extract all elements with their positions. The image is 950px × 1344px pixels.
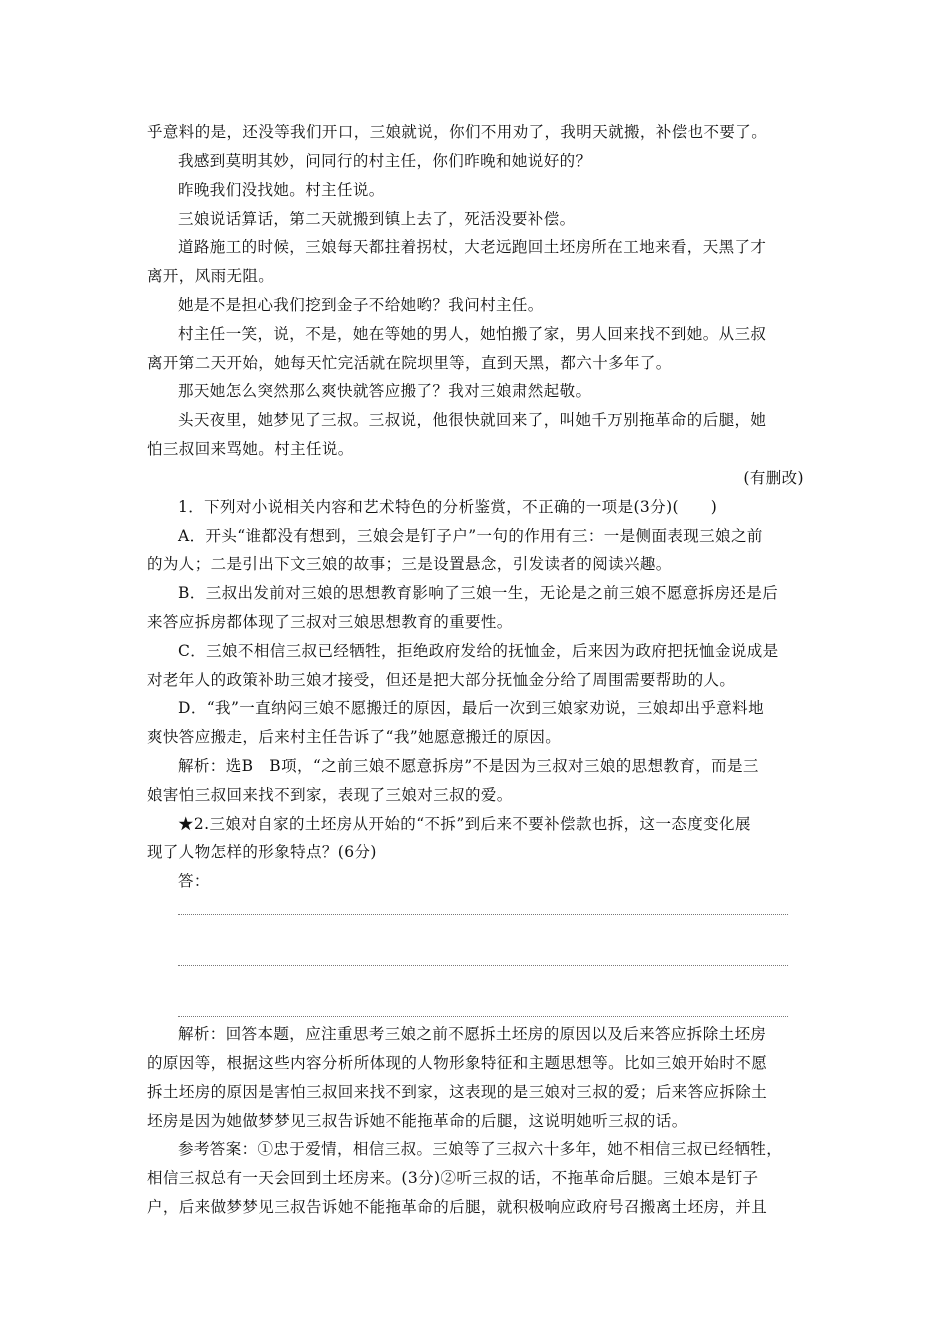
- option-c-cont: 对老年人的政策补助三娘才接受，但还是把大部分抚恤金分给了周围需要帮助的人。: [147, 671, 736, 689]
- answer-line: [178, 965, 788, 966]
- story-paragraph: 我感到莫明其妙，问同行的村主任，你们昨晚和她说好的？: [178, 152, 592, 170]
- story-paragraph-cont: 怕三叔回来骂她。村主任说。: [147, 440, 354, 458]
- question-1-stem: 1．下列对小说相关内容和艺术特色的分析鉴赏，不正确的一项是(3分)( ): [178, 498, 718, 516]
- option-b: B．三叔出发前对三娘的思想教育影响了三娘一生，无论是之前三娘不愿意拆房还是后: [178, 584, 779, 602]
- reference-answer: 参考答案：①忠于爱情，相信三叔。三娘等了三叔六十多年，她不相信三叔已经牺牲，: [178, 1140, 783, 1158]
- question-2-explanation-cont: 的原因等，根据这些内容分析所体现的人物形象特征和主题思想等。比如三娘开始时不愿: [147, 1054, 768, 1072]
- story-paragraph-cont: 离开，风雨无阻。: [147, 267, 275, 285]
- option-d-cont: 爽快答应搬走，后来村主任告诉了“我”她愿意搬迁的原因。: [147, 728, 562, 746]
- story-paragraph-cont: 离开第二天开始，她每天忙完活就在院坝里等，直到天黑，都六十多年了。: [147, 354, 672, 372]
- question-2-explanation: 解析：回答本题，应注重思考三娘之前不愿拆土坯房的原因以及后来答应拆除土坯房: [178, 1025, 767, 1043]
- reference-answer-cont: 户，后来做梦梦见三叔告诉她不能拖革命的后腿，就积极响应政府号召搬离土坯房，并且: [147, 1198, 768, 1216]
- story-paragraph: 昨晚我们没找她。村主任说。: [178, 181, 385, 199]
- question-1-explanation-cont: 娘害怕三叔回来找不到家，表现了三娘对三叔的爱。: [147, 786, 513, 804]
- option-b-cont: 来答应拆房都体现了三叔对三娘思想教育的重要性。: [147, 613, 513, 631]
- question-2-stem: ★2.三娘对自家的土坯房从开始的“不拆”到后来不要补偿款也拆，这一态度变化展: [178, 815, 751, 833]
- answer-line: [178, 1016, 788, 1017]
- edit-note: (有删改): [743, 469, 804, 487]
- option-a: A．开头“谁都没有想到，三娘会是钉子户”一句的作用有三：一是侧面表现三娘之前: [178, 527, 763, 545]
- question-2-stem-cont: 现了人物怎样的形象特点？(6分): [147, 843, 377, 861]
- story-paragraph: 道路施工的时候，三娘每天都拄着拐杖，大老远跑回土坯房所在工地来看，天黑了才: [178, 238, 767, 256]
- answer-line: [178, 914, 788, 915]
- option-a-cont: 的为人；二是引出下文三娘的故事；三是设置悬念，引发读者的阅读兴趣。: [147, 555, 672, 573]
- story-paragraph: 头天夜里，她梦见了三叔。三叔说，他很快就回来了，叫她千万别拖革命的后腿，她: [178, 411, 767, 429]
- story-paragraph: 那天她怎么突然那么爽快就答应搬了？我对三娘肃然起敬。: [178, 382, 592, 400]
- story-paragraph: 三娘说话算话，第二天就搬到镇上去了，死活没要补偿。: [178, 210, 576, 228]
- answer-label: 答：: [178, 872, 210, 890]
- reference-answer-cont: 相信三叔总有一天会回到土坯房来。(3分)②听三叔的话，不拖革命后腿。三娘本是钉子: [147, 1169, 759, 1187]
- option-c: C．三娘不相信三叔已经牺牲，拒绝政府发给的抚恤金，后来因为政府把抚恤金说成是: [178, 642, 779, 660]
- story-paragraph: 乎意料的是，还没等我们开口，三娘就说，你们不用劝了，我明天就搬，补偿也不要了。: [147, 123, 768, 141]
- option-d: D．“我”一直纳闷三娘不愿搬迁的原因，最后一次到三娘家劝说，三娘却出乎意料地: [178, 699, 764, 717]
- question-2-explanation-cont: 拆土坯房的原因是害怕三叔回来找不到家，这表现的是三娘对三叔的爱；后来答应拆除土: [147, 1083, 768, 1101]
- question-2-explanation-cont: 坯房是因为她做梦梦见三叔告诉她不能拖革命的后腿，这说明她听三叔的话。: [147, 1112, 688, 1130]
- story-paragraph: 村主任一笑，说，不是，她在等她的男人，她怕搬了家，男人回来找不到她。从三叔: [178, 325, 767, 343]
- question-1-explanation: 解析：选B B项，“之前三娘不愿意拆房”不是因为三叔对三娘的思想教育，而是三: [178, 757, 759, 775]
- story-paragraph: 她是不是担心我们挖到金子不给她哟？我问村主任。: [178, 296, 544, 314]
